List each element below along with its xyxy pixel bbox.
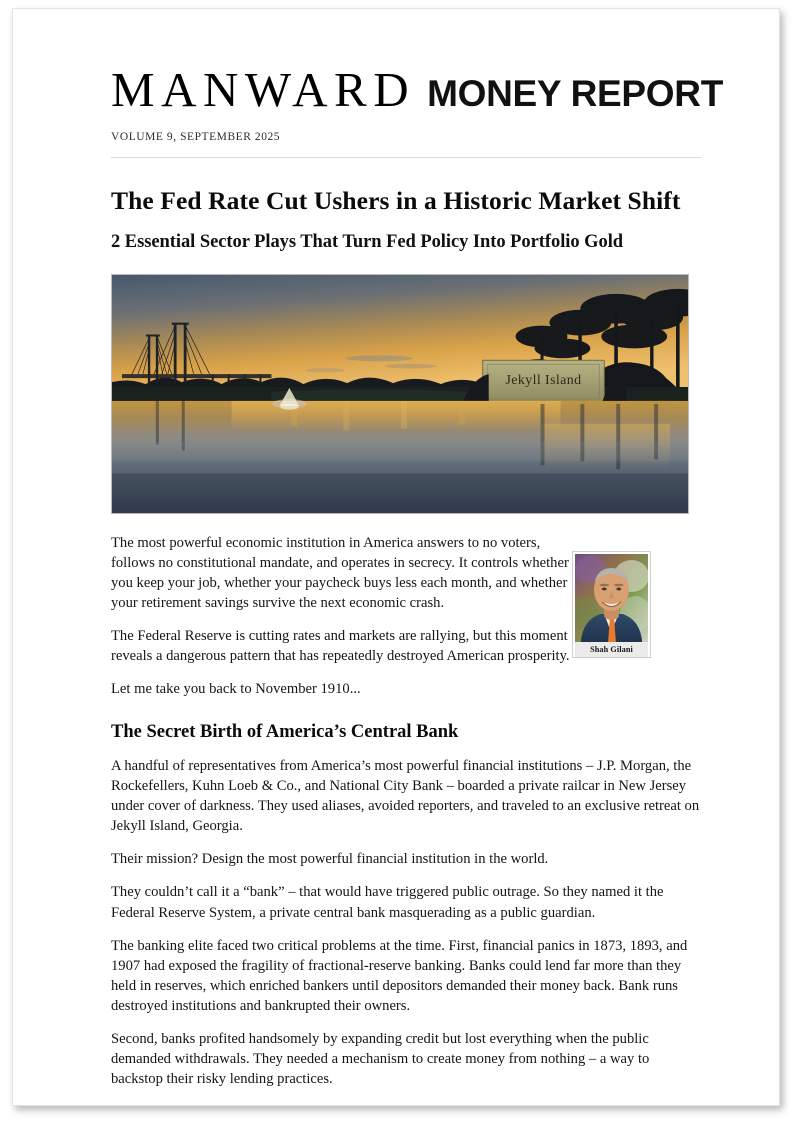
paragraph-intro-1: The most powerful economic institution in America answers to no voters, follows no constitutional mandate, and operates in secrecy. It controls whether you keep your job, whether your paycheck buys less each month, and whether your retirement savings survive the next economic crash. (111, 534, 569, 612)
page-title: The Fed Rate Cut Ushers in a Historic Market Shift (111, 186, 681, 215)
paragraph-intro-3: Let me take you back to November 1910... (111, 681, 361, 698)
paragraph-body-4: The banking elite faced two critical problems at the time. First, financial panics in 1873, 1893, and 1907 had exposed the fragility of fractional-reserve banking. Banks could lend far more than they held in reserves, which enriched bankers until depositors demanded their money back. Bank runs destroyed institutions and bankrupted their owners. (111, 937, 688, 1015)
author-figure (572, 551, 651, 658)
paragraph-body-3: They couldn’t call it a “bank” – that would have triggered public outrage. So they named it the Federal Reserve System, a private central bank masquerading as a public guardian. (111, 884, 664, 921)
paragraph-body-5: Second, banks profited handsomely by expanding credit but lost everything when the public demanded withdrawals. They needed a mechanism to create money from nothing – a way to backstop their risky lending practices. (111, 1031, 650, 1088)
masthead (111, 62, 723, 117)
document-page (12, 8, 780, 1106)
avatar (575, 554, 648, 642)
hero-illustration (112, 275, 688, 513)
masthead-divider (111, 157, 701, 158)
paragraph-body-2: Their mission? Design the most powerful financial institution in the world. (111, 851, 549, 868)
volume-date-line: VOLUME 9, SEPTEMBER 2025 (111, 131, 281, 143)
article-body (111, 533, 701, 1090)
brand-name-sans: MONEY REPORT (427, 73, 723, 114)
hero-image (111, 274, 689, 514)
paragraph-intro-2: The Federal Reserve is cutting rates and markets are rallying, but this moment reveals a dangerous pattern that has repeatedly destroyed American prosperity. (111, 628, 570, 665)
author-name: Shah Gilani (575, 642, 648, 657)
page-subtitle: 2 Essential Sector Plays That Turn Fed Policy Into Portfolio Gold (111, 231, 624, 252)
document-content (111, 62, 723, 1103)
jekyll-island-sign (483, 360, 605, 403)
paragraph-body-1: A handful of representatives from America’s most powerful financial institutions – J.P. Morgan, the Rockefellers, Kuhn Loeb & Co., and National City Bank – boarded a private railcar in New Jersey under cover of darkness. They used aliases, avoided reporters, and traveled to an exclusive retreat on Jekyll Island, Georgia. (111, 757, 700, 835)
section-heading: The Secret Birth of America’s Central Bank (111, 721, 459, 742)
brand-name-serif: MANWARD (111, 62, 416, 117)
svg-text:Jekyll Island: Jekyll Island (505, 372, 582, 388)
